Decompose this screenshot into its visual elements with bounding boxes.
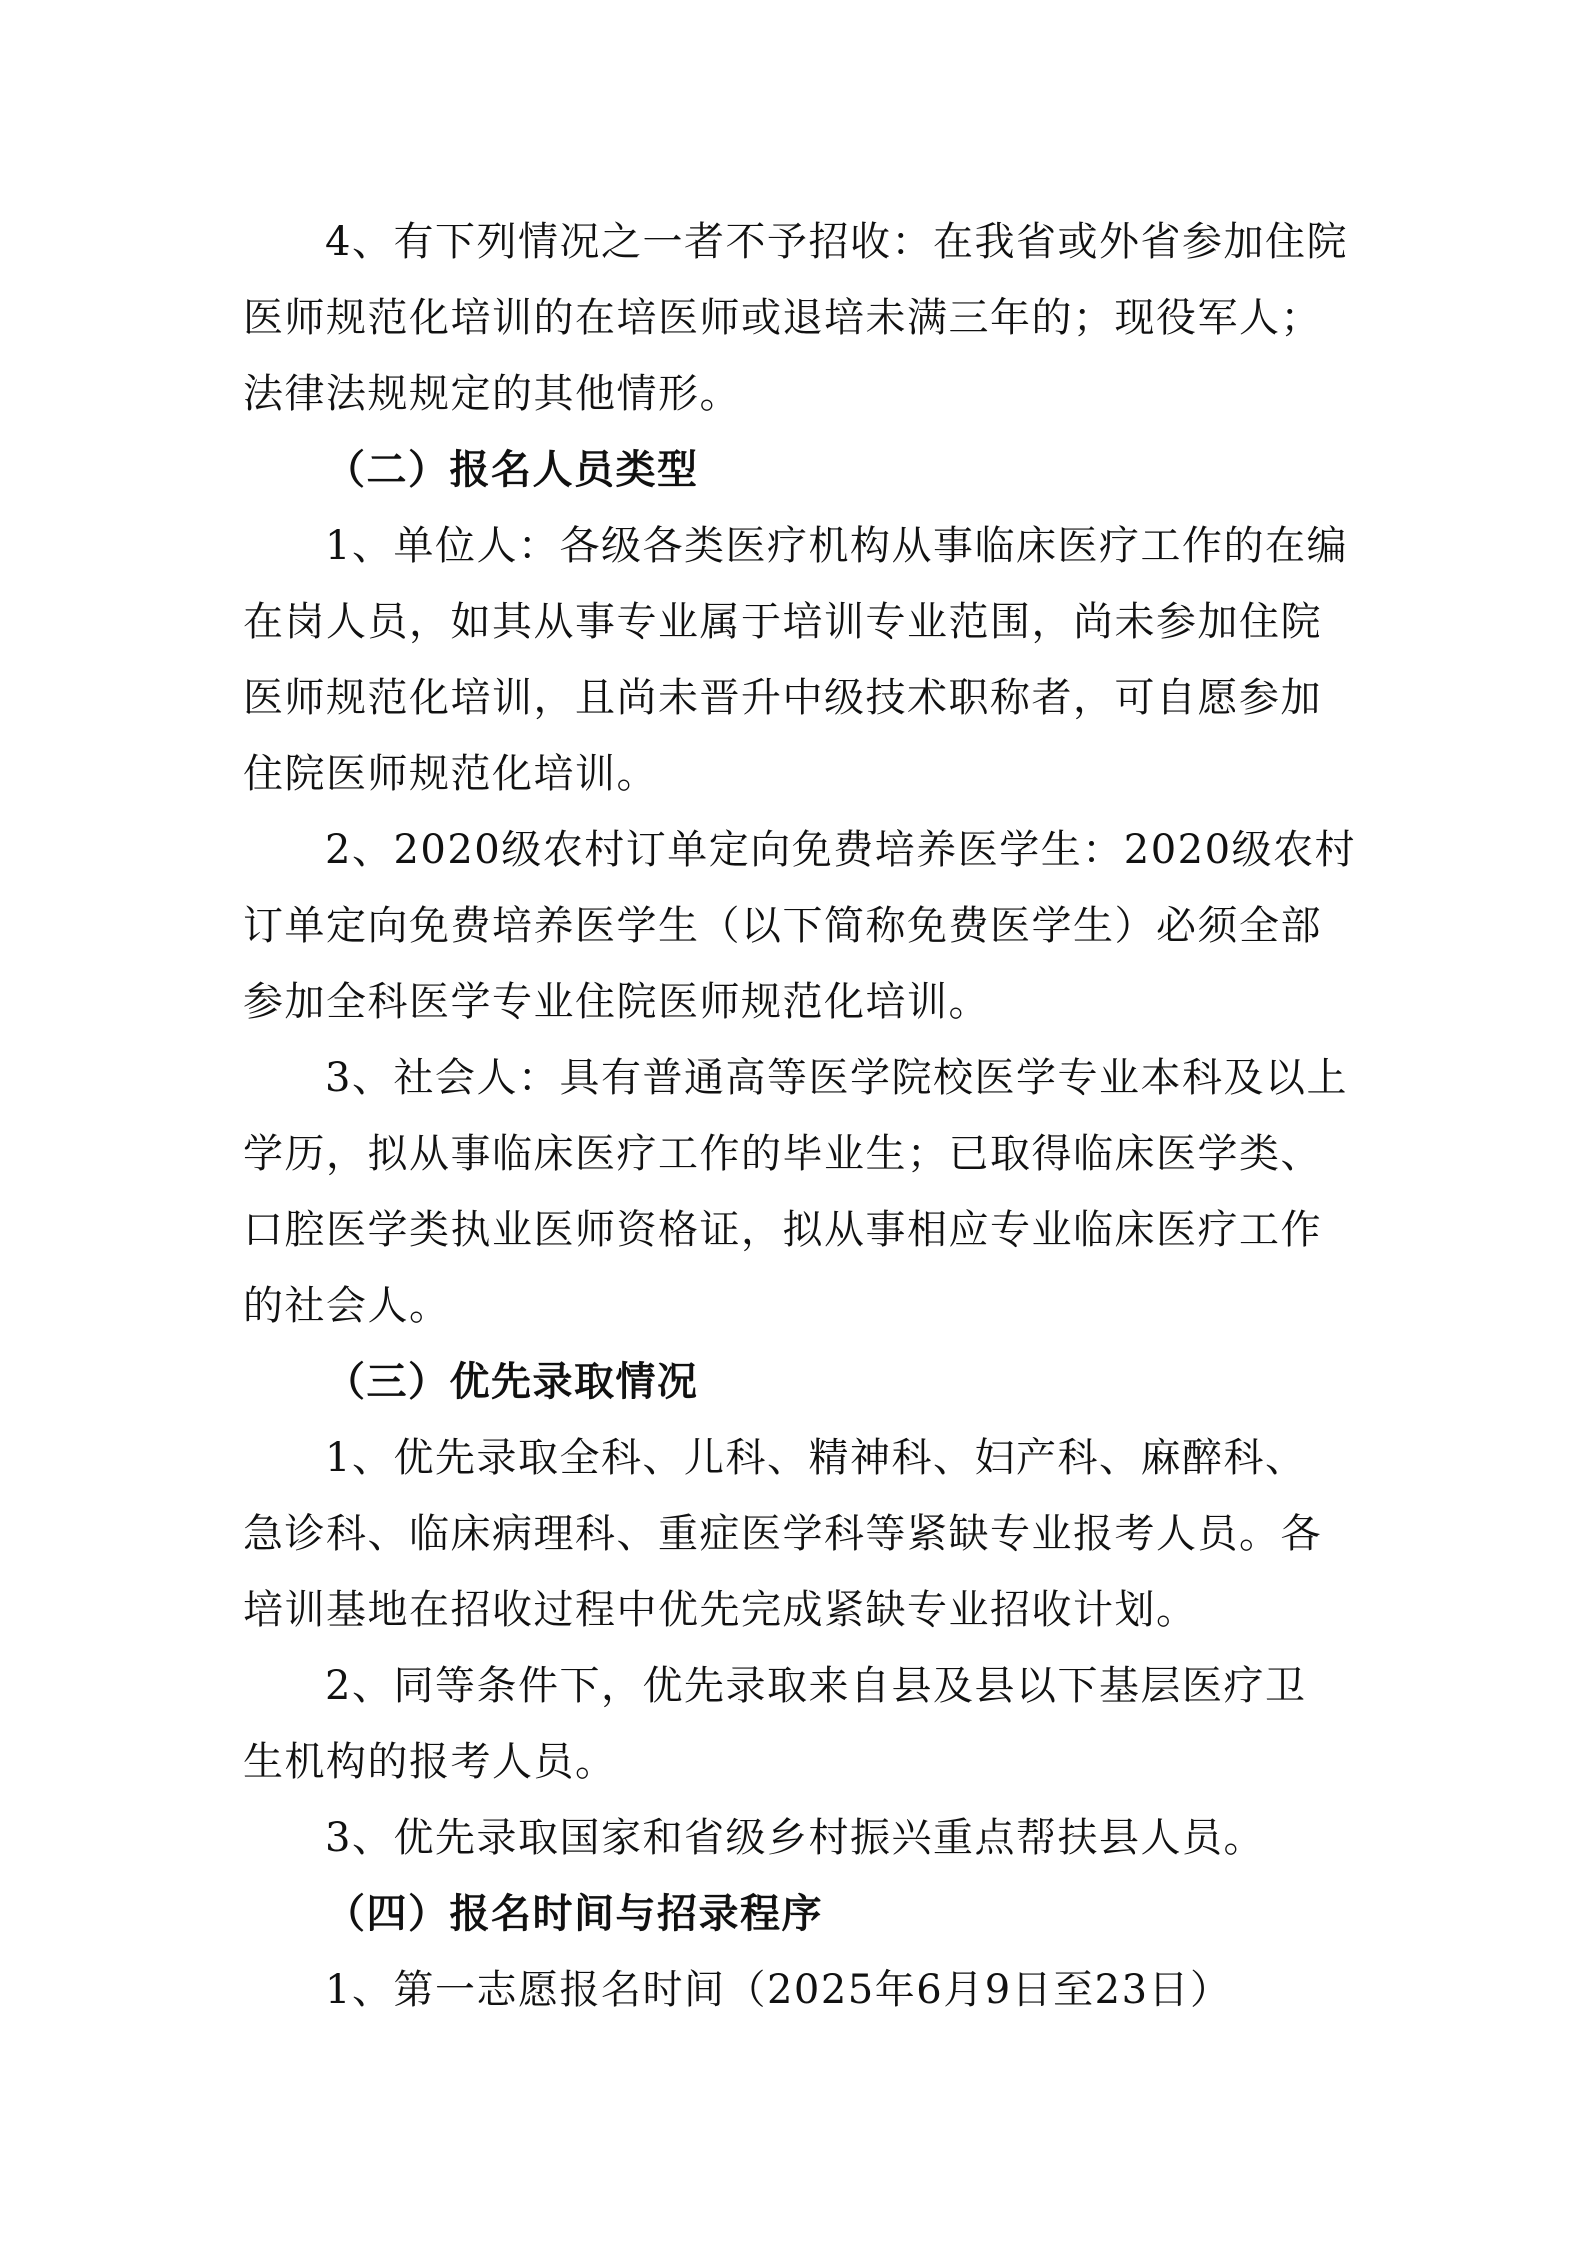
paragraph-line: 4、有下列情况之一者不予招收：在我省或外省参加住院 (325, 219, 1348, 265)
paragraph-line: 法律法规规定的其他情形。 (243, 371, 741, 417)
paragraph-line: 学历，拟从事临床医疗工作的毕业生；已取得临床医学类、 (243, 1131, 1322, 1177)
paragraph-line: 口腔医学类执业医师资格证，拟从事相应专业临床医疗工作 (243, 1207, 1322, 1253)
paragraph-line: 培训基地在招收过程中优先完成紧缺专业招收计划。 (243, 1587, 1198, 1633)
paragraph-line: 的社会人。 (243, 1283, 451, 1329)
section-heading: （四）报名时间与招录程序 (325, 1890, 823, 1937)
paragraph-line: 1、优先录取全科、儿科、精神科、妇产科、麻醉科、 (325, 1435, 1307, 1481)
paragraph-line: 3、社会人：具有普通高等医学院校医学专业本科及以上 (325, 1055, 1348, 1101)
paragraph-line: 订单定向免费培养医学生（以下简称免费医学生）必须全部 (243, 903, 1322, 949)
paragraph-line: 急诊科、临床病理科、重症医学科等紧缺专业报考人员。各 (243, 1511, 1322, 1557)
paragraph-line: 3、优先录取国家和省级乡村振兴重点帮扶县人员。 (325, 1815, 1265, 1861)
paragraph-line: 1、单位人：各级各类医疗机构从事临床医疗工作的在编 (325, 523, 1348, 569)
paragraph-line: 住院医师规范化培训。 (243, 751, 658, 797)
paragraph-line: 医师规范化培训的在培医师或退培未满三年的；现役军人； (243, 295, 1322, 341)
section-heading: （三）优先录取情况 (325, 1358, 699, 1405)
paragraph-line: 2、同等条件下，优先录取来自县及县以下基层医疗卫 (325, 1663, 1307, 1709)
paragraph-line: 生机构的报考人员。 (243, 1739, 617, 1785)
paragraph-line: 医师规范化培训，且尚未晋升中级技术职称者，可自愿参加 (243, 675, 1322, 721)
section-heading: （二）报名人员类型 (325, 446, 699, 493)
paragraph-line: 在岗人员，如其从事专业属于培训专业范围，尚未参加住院 (243, 599, 1322, 645)
paragraph-line: 2、2020级农村订单定向免费培养医学生：2020级农村 (325, 827, 1357, 873)
paragraph-line: 参加全科医学专业住院医师规范化培训。 (243, 979, 990, 1025)
paragraph-line: 1、第一志愿报名时间（2025年6月9日至23日） (325, 1967, 1232, 2013)
